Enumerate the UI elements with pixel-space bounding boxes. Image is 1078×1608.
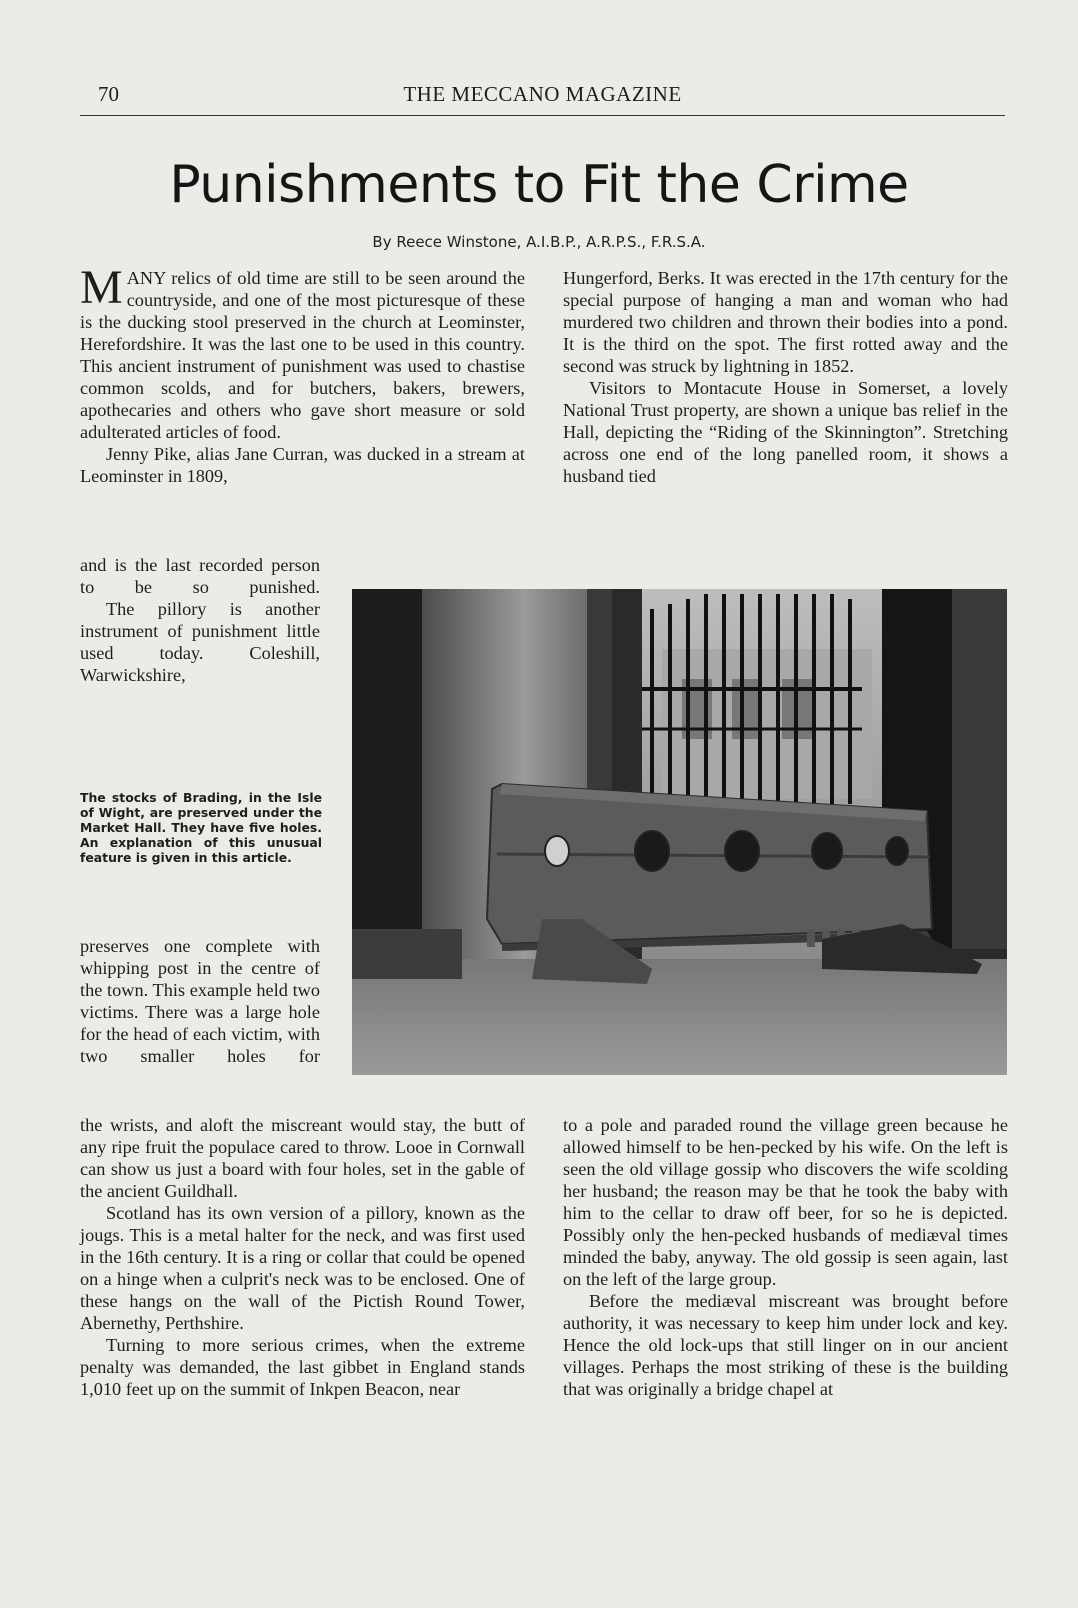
paragraph: the wrists, and aloft the miscreant would stay, the butt of any ripe fruit the populace cared to throw. Looe in Cornwall can show us just a board with four holes, set in the gable of the ancient Guildhall. (80, 1115, 525, 1201)
stocks-hole (725, 831, 759, 871)
article-title: Punishments to Fit the Crime (169, 155, 909, 215)
drop-cap: M (80, 261, 123, 314)
paragraph: Visitors to Montacute House in Somerset, a lovely National Trust property, are shown a unique bas relief in the Hall, depicting the “Riding of the Skinnington”. Stretching across one end of the long panelled room, it shows a husband tied (563, 378, 1008, 486)
running-head (80, 82, 1005, 112)
left-narrow-column-lower (80, 935, 320, 1067)
paragraph: Scotland has its own version of a pillory, known as the jougs. This is a metal halter for the neck, and was first used in the 16th century. It is a ring or collar that could be opened on a hinge when a culprit's neck was to be enclosed. One of these hangs on the wall of the Pictish Round Tower, Abernethy, Perthshire. (80, 1203, 525, 1333)
left-column-bottom (80, 1114, 525, 1400)
stocks-hole (545, 836, 569, 866)
left-column-top (80, 261, 525, 487)
stocks-hole (812, 833, 842, 869)
paragraph: MANY relics of old time are still to be seen around the countryside, and one of the most picturesque of these is the ducking stool preserved in the church at Leominster, Herefordshire. It was the last one to be used in this country. This ancient instrument of punishment was used to chastise common scolds, and for butchers, bakers, brewers, apothecaries and others who gave short measure or sold adulterated articles of food. (80, 261, 525, 442)
paragraph: preserves one complete with whipping post in the centre of the town. This example held two victims. There was a large hole for the head of each victim, with two smaller holes for (80, 936, 320, 1066)
stocks-hole (886, 837, 908, 865)
paragraph: Jenny Pike, alias Jane Curran, was ducked in a stream at Leominster in 1809, (80, 444, 525, 486)
byline: By Reece Winstone, A.I.B.P., A.R.P.S., F.R.S.A. (372, 233, 706, 251)
right-column-top (563, 267, 1008, 487)
left-narrow-column (80, 554, 320, 686)
photo-caption: The stocks of Brading, in the Isle of Wight, are preserved under the Market Hall. They have five holes. An explanation of this unusual feature is given in this article. (80, 790, 322, 865)
paragraph: to a pole and paraded round the village green because he allowed himself to be hen-pecked by his wife. On the left is seen the old village gossip who discovers the wife scolding her husband; the reason may be that he took the baby with him to the cellar to draw off beer, for so he is depicted. Possibly only the hen-pecked husbands of mediæval times minded the baby, anyway. The old gossip is seen again, last on the left of the large group. (563, 1115, 1008, 1289)
stocks-hole (635, 831, 669, 871)
paragraph: Hungerford, Berks. It was erected in the 17th century for the special purpose of hanging a man and woman who had murdered two children and thrown their bodies into a pond. It is the third on the spot. The first rotted away and the second was struck by lightning in 1852. (563, 268, 1008, 376)
stocks-photo-illustration (352, 589, 1007, 1075)
paragraph: Turning to more serious crimes, when the extreme penalty was demanded, the last gibbet in England stands 1,010 feet up on the summit of Inkpen Beacon, near (80, 1335, 525, 1399)
right-column-bottom (563, 1114, 1008, 1400)
magazine-title: THE MECCANO MAGAZINE (403, 82, 682, 106)
paragraph: The pillory is another instrument of punishment little used today. Coleshill, Warwickshire, (80, 599, 320, 685)
page-number: 70 (98, 82, 119, 106)
paragraph: Before the mediæval miscreant was brought before authority, it was necessary to keep him under lock and key. Hence the old lock-ups that still linger on in our ancient villages. Perhaps the most striking of these is the building that was originally a bridge chapel at (563, 1291, 1008, 1399)
header-rule (80, 115, 1005, 116)
stocks-photo (352, 589, 1007, 1075)
paragraph: and is the last recorded person to be so punished. (80, 555, 320, 597)
